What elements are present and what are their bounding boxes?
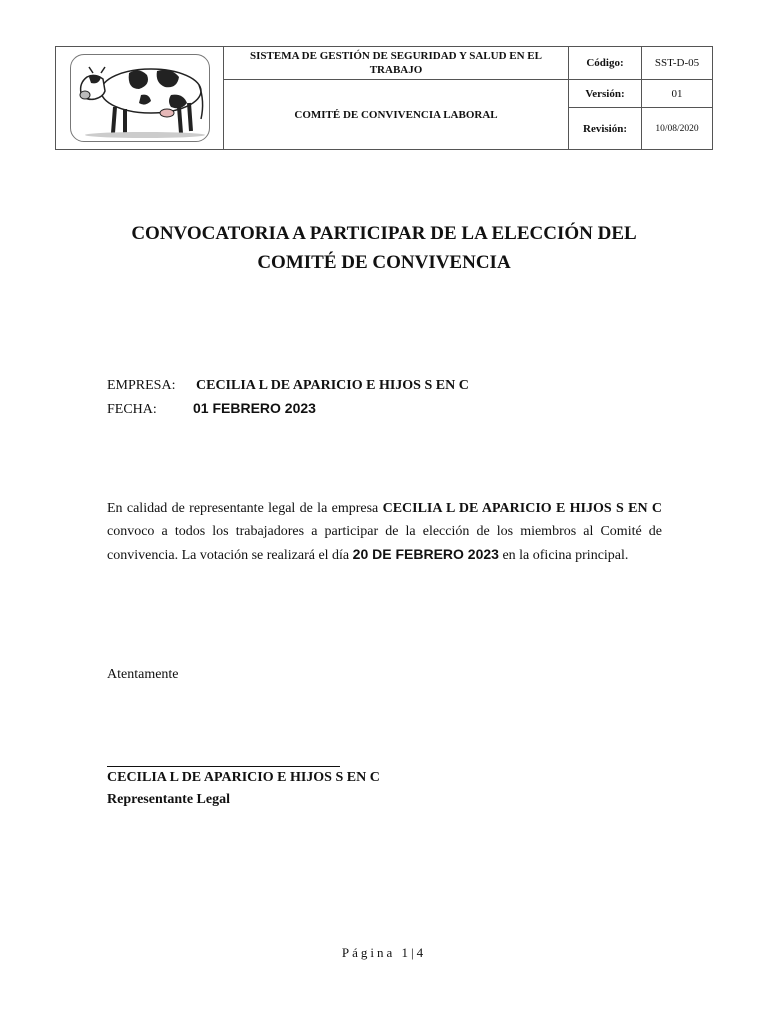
body-part-1: En calidad de representante legal de la empresa bbox=[107, 501, 383, 516]
empresa-row bbox=[107, 378, 469, 394]
version-value: 01 bbox=[642, 80, 713, 108]
signature-line bbox=[107, 766, 340, 767]
title-line-1: CONVOCATORIA A PARTICIPAR DE LA ELECCIÓN DEL bbox=[131, 223, 637, 244]
body-part-2: convoco a todos los trabajadores a participar de la elección de los miembros al Comité de convivencia. La votación se realizará el día bbox=[107, 524, 662, 563]
closing-text: Atentamente bbox=[107, 667, 179, 682]
signature-role: Representante Legal bbox=[107, 792, 230, 807]
revision-label: Revisión: bbox=[569, 108, 642, 150]
code-label: Código: bbox=[569, 47, 642, 80]
body-part-3: en la oficina principal. bbox=[498, 548, 629, 563]
document-title bbox=[90, 219, 678, 277]
system-title: SISTEMA DE GESTIÓN DE SEGURIDAD Y SALUD EN EL TRABAJO bbox=[224, 47, 569, 80]
fecha-value: 01 FEBRERO 2023 bbox=[193, 400, 316, 416]
cow-logo-icon bbox=[70, 54, 210, 142]
empresa-value: CECILIA L DE APARICIO E HIJOS S EN C bbox=[196, 378, 469, 393]
fecha-label: FECHA: bbox=[107, 402, 157, 417]
committee-title: COMITÉ DE CONVIVENCIA LABORAL bbox=[224, 80, 569, 150]
logo-cell bbox=[56, 47, 224, 150]
revision-value: 10/08/2020 bbox=[642, 108, 713, 150]
signature-name: CECILIA L DE APARICIO E HIJOS S EN C bbox=[107, 770, 380, 785]
code-value: SST-D-05 bbox=[642, 47, 713, 80]
body-paragraph bbox=[107, 497, 662, 567]
body-company: CECILIA L DE APARICIO E HIJOS S EN C bbox=[382, 501, 662, 516]
page-number: Página 1|4 bbox=[341, 945, 427, 960]
empresa-label: EMPRESA: bbox=[107, 378, 176, 393]
version-label: Versión: bbox=[569, 80, 642, 108]
title-line-2: COMITÉ DE CONVIVENCIA bbox=[257, 252, 511, 273]
body-date: 20 DE FEBRERO 2023 bbox=[352, 546, 499, 562]
document-header bbox=[55, 46, 713, 150]
fecha-row bbox=[107, 400, 316, 418]
